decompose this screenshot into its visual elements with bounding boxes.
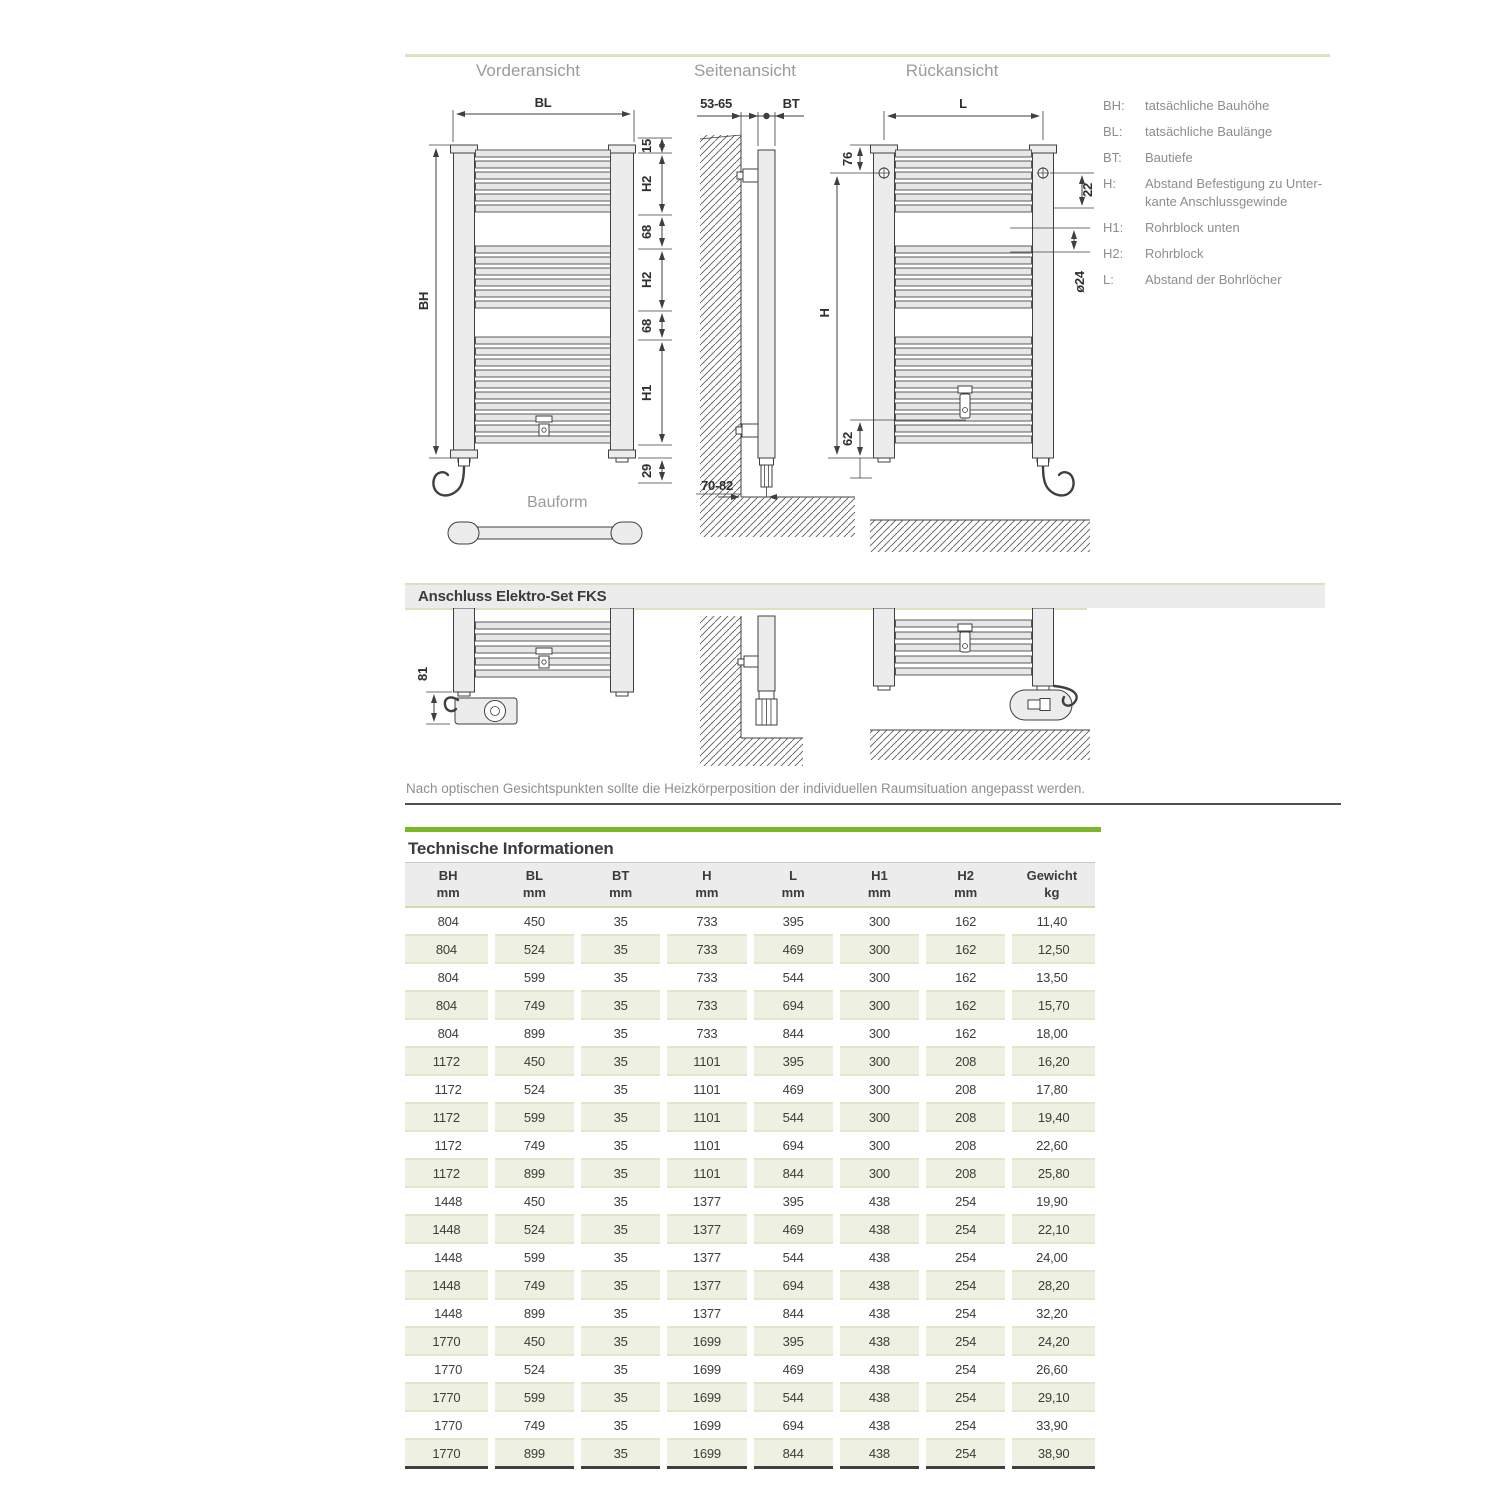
table-cell: 1172	[405, 1103, 491, 1131]
table-cell: 469	[782, 1361, 804, 1377]
side-view-title: Seitenansicht	[693, 61, 797, 80]
table-column-header: H mm	[664, 863, 750, 908]
table-cell: 749	[523, 1137, 545, 1153]
fks-control-box	[445, 698, 517, 724]
side-floor-dim	[696, 478, 792, 497]
table-cell: 32,20	[1036, 1305, 1068, 1321]
elektro-set-header	[405, 583, 1325, 608]
legend	[1103, 97, 1343, 297]
table-cell: 1699	[664, 1439, 750, 1468]
table-cell: 438	[868, 1417, 890, 1433]
elektro-set-title: Anschluss Elektro-Set FKS	[418, 588, 607, 605]
table-cell: 300	[868, 1081, 890, 1097]
table-cell: 1448	[434, 1249, 463, 1265]
table-row	[405, 1383, 1095, 1411]
dim-bt: BT	[782, 96, 800, 111]
table-cell: 208	[955, 1081, 977, 1097]
table-cell: 35	[578, 1047, 664, 1075]
table-cell: 749	[523, 1417, 545, 1433]
table-cell: 17,80	[1036, 1081, 1068, 1097]
table-cell: 749	[491, 991, 577, 1019]
dim-29: 29	[639, 464, 654, 478]
tech-table	[405, 862, 1095, 1469]
table-cell: 395	[750, 1047, 836, 1075]
dim-15: 15	[639, 139, 654, 153]
table-accent-bar	[405, 827, 1101, 832]
table-cell: 450	[491, 1047, 577, 1075]
table-column-header: BL mm	[491, 863, 577, 908]
table-cell: 438	[836, 1271, 922, 1299]
table-cell: 208	[923, 1047, 1009, 1075]
table-cell: 1101	[693, 1081, 721, 1097]
table-title: Technische Informationen	[408, 839, 614, 858]
dim-h2-top: H2	[639, 175, 654, 193]
table-cell: 1377	[692, 1193, 721, 1209]
table-cell: 1101	[664, 1047, 750, 1075]
table-cell: 450	[523, 913, 545, 929]
table-cell: 35	[578, 1383, 664, 1411]
table-cell: 35	[578, 1271, 664, 1299]
table-cell: 300	[868, 1137, 890, 1153]
table-cell: 254	[955, 1193, 977, 1209]
dim-81: 81	[415, 667, 430, 681]
table-cell: 804	[405, 991, 491, 1019]
rear-view-title: Rückansicht	[905, 61, 999, 80]
table-cell: 899	[523, 1305, 545, 1321]
table-cell: 13,50	[1036, 969, 1068, 985]
table-cell: 469	[750, 935, 836, 963]
dim-68-mid: 68	[639, 319, 654, 333]
table-cell: 1377	[664, 1215, 750, 1243]
front-tube-block-top	[476, 150, 611, 212]
table-cell: 19,90	[1036, 1193, 1068, 1209]
table-cell: 438	[868, 1305, 890, 1321]
table-row	[405, 1187, 1095, 1215]
table-cell: 438	[836, 1383, 922, 1411]
table-cell: 35	[578, 1215, 664, 1243]
table-cell: 162	[955, 969, 977, 985]
table-cell: 733	[664, 991, 750, 1019]
table-cell: 694	[782, 1137, 804, 1153]
table-row	[405, 1103, 1095, 1131]
table-cell: 22,10	[1009, 1215, 1095, 1243]
table-row	[405, 963, 1095, 991]
table-cell: 35	[578, 1439, 664, 1468]
table-cell: 1699	[692, 1417, 721, 1433]
table-cell: 844	[782, 1025, 804, 1041]
table-cell: 599	[491, 1383, 577, 1411]
dim-h2-mid: H2	[639, 271, 654, 289]
table-cell: 38,90	[1009, 1439, 1095, 1468]
table-cell: 1699	[664, 1327, 750, 1355]
table-column-header: H2 mm	[923, 863, 1009, 908]
table-row	[405, 1131, 1095, 1159]
table-cell: 1770	[405, 1439, 491, 1468]
table-cell: 300	[868, 969, 890, 985]
table-body	[405, 907, 1095, 1468]
table-row	[405, 1355, 1095, 1383]
table-cell: 300	[868, 913, 890, 929]
table-cell: 18,00	[1036, 1025, 1068, 1041]
table-cell: 1448	[434, 1305, 463, 1321]
table-cell: 694	[782, 1417, 804, 1433]
table-cell: 254	[955, 1361, 977, 1377]
legend-key: BL:	[1103, 124, 1123, 139]
front-left-column	[454, 145, 475, 458]
table-row	[405, 1243, 1095, 1271]
table-cell: 29,10	[1009, 1383, 1095, 1411]
table-cell: 22,60	[1036, 1137, 1068, 1153]
dim-bh: BH	[416, 291, 431, 311]
legend-item	[1103, 271, 1343, 289]
table-cell: 24,20	[1009, 1327, 1095, 1355]
table-cell: 254	[923, 1383, 1009, 1411]
table-cell: 300	[836, 1159, 922, 1187]
note-text: Nach optischen Gesichtspunkten sollte die Heizkörperposition der individuellen Raumsituation angepasst werden.	[406, 781, 1086, 796]
table-row	[405, 1299, 1095, 1327]
legend-key: H1:	[1103, 220, 1124, 235]
table-cell: 524	[523, 1081, 545, 1097]
table-cell: 1699	[664, 1383, 750, 1411]
table-cell: 1770	[434, 1417, 463, 1433]
legend-key: BT:	[1103, 150, 1122, 165]
table-column-header: BT mm	[578, 863, 664, 908]
legend-item	[1103, 245, 1343, 263]
table-cell: 254	[923, 1215, 1009, 1243]
table-cell: 35	[613, 1361, 628, 1377]
table-cell: 438	[868, 1249, 890, 1265]
table-cell: 438	[836, 1215, 922, 1243]
table-cell: 1770	[405, 1327, 491, 1355]
table-cell: 300	[836, 1103, 922, 1131]
legend-item	[1103, 123, 1343, 141]
table-cell: 804	[437, 913, 459, 929]
table-cell: 35	[613, 1417, 628, 1433]
table-row	[405, 1271, 1095, 1299]
dim-70-82: 70-82	[701, 478, 733, 493]
front-tube-block-middle	[476, 246, 611, 308]
legend-key: BH:	[1103, 98, 1125, 113]
legend-text: Abstand der Bohrlöcher	[1145, 272, 1282, 287]
rear-view	[817, 96, 1095, 552]
table-cell: 469	[782, 1081, 804, 1097]
table-cell: 804	[405, 935, 491, 963]
dim-53-65: 53-65	[700, 96, 732, 111]
side-electric-element	[760, 458, 774, 497]
dim-76: 76	[840, 152, 855, 166]
table-cell: 16,20	[1009, 1047, 1095, 1075]
table-cell: 524	[491, 935, 577, 963]
table-cell: 599	[523, 1249, 545, 1265]
table-cell: 162	[955, 1025, 977, 1041]
table-cell: 899	[523, 1025, 545, 1041]
table-cell: 438	[868, 1193, 890, 1209]
legend-text: Rohrblock	[1145, 246, 1204, 261]
table-row	[405, 991, 1095, 1019]
table-cell: 15,70	[1009, 991, 1095, 1019]
table-cell: 733	[696, 913, 718, 929]
legend-key: H:	[1103, 176, 1116, 191]
table-cell: 35	[613, 1137, 628, 1153]
table-cell: 208	[923, 1103, 1009, 1131]
table-cell: 438	[868, 1361, 890, 1377]
dim-62: 62	[840, 432, 855, 446]
table-cell: 899	[491, 1439, 577, 1468]
table-row	[405, 935, 1095, 963]
rear-tube-block-middle	[896, 246, 1032, 308]
table-cell: 395	[750, 1327, 836, 1355]
table-row	[405, 907, 1095, 935]
front-right-column	[611, 145, 634, 458]
fks-rear-detail	[870, 608, 1090, 760]
table-cell: 28,20	[1009, 1271, 1095, 1299]
table-cell: 524	[491, 1215, 577, 1243]
legend-text: Abstand Befestigung zu Unter- kante Anschlussgewinde	[1145, 176, 1323, 209]
table-cell: 1101	[664, 1103, 750, 1131]
table-cell: 35	[578, 1103, 664, 1131]
table-cell: 1172	[434, 1137, 462, 1153]
table-cell: 469	[750, 1215, 836, 1243]
table-cell: 35	[578, 1159, 664, 1187]
rear-left-column	[874, 145, 895, 458]
table-cell: 844	[782, 1305, 804, 1321]
table-cell: 254	[955, 1249, 977, 1265]
table-cell: 254	[923, 1271, 1009, 1299]
table-cell: 19,40	[1009, 1103, 1095, 1131]
front-right-dim-chain	[638, 138, 672, 483]
table-cell: 254	[923, 1439, 1009, 1468]
table-cell: 599	[491, 1103, 577, 1131]
table-row	[405, 1159, 1095, 1187]
table-cell: 733	[696, 969, 718, 985]
table-cell: 1770	[405, 1383, 491, 1411]
table-cell: 844	[750, 1439, 836, 1468]
fks-connection-box	[1010, 686, 1077, 720]
table-cell: 1448	[434, 1193, 463, 1209]
table-cell: 544	[750, 1103, 836, 1131]
legend-key: H2:	[1103, 246, 1124, 261]
table-cell: 395	[782, 913, 804, 929]
rear-tube-block-top	[896, 150, 1032, 212]
front-cable-hook	[433, 458, 469, 495]
table-cell: 35	[578, 1327, 664, 1355]
table-cell: 804	[437, 969, 459, 985]
table-cell: 544	[782, 1249, 804, 1265]
table-header-row	[405, 863, 1095, 908]
bauform-profile	[448, 522, 642, 544]
table-cell: 1377	[692, 1249, 721, 1265]
table-cell: 544	[782, 969, 804, 985]
table-column-header: H1 mm	[836, 863, 922, 908]
table-column-header: Gewicht kg	[1009, 863, 1095, 908]
table-cell: 12,50	[1009, 935, 1095, 963]
table-cell: 524	[523, 1361, 545, 1377]
legend-key: L:	[1103, 272, 1114, 287]
legend-item	[1103, 97, 1343, 115]
tech-table-wrap	[405, 862, 1095, 1469]
dim-h: H	[817, 308, 832, 318]
table-column-header: BH mm	[405, 863, 491, 908]
table-cell: 438	[836, 1439, 922, 1468]
wall-hatch	[700, 135, 741, 537]
table-cell: 1101	[664, 1159, 750, 1187]
front-view-title: Vorderansicht	[476, 61, 580, 80]
table-cell: 438	[836, 1327, 922, 1355]
table-column-header: L mm	[750, 863, 836, 908]
legend-item	[1103, 149, 1343, 167]
fks-side-detail	[700, 616, 803, 766]
table-cell: 35	[613, 913, 628, 929]
table-cell: 35	[613, 1081, 628, 1097]
table-cell: 300	[836, 991, 922, 1019]
table-cell: 1172	[405, 1159, 491, 1187]
table-cell: 733	[696, 1025, 718, 1041]
table-cell: 254	[923, 1327, 1009, 1355]
table-cell: 899	[491, 1159, 577, 1187]
table-cell: 1770	[434, 1361, 463, 1377]
front-view	[416, 95, 672, 544]
legend-text: tatsächliche Bauhöhe	[1145, 98, 1270, 113]
table-cell: 1172	[405, 1047, 491, 1075]
table-row	[405, 1411, 1095, 1439]
dim-l: L	[959, 96, 967, 111]
table-cell: 1377	[692, 1305, 721, 1321]
table-cell: 694	[750, 991, 836, 1019]
table-cell: 694	[750, 1271, 836, 1299]
bauform-label: Bauform	[527, 494, 588, 511]
fks-81-dim	[415, 667, 452, 724]
table-row	[405, 1047, 1095, 1075]
legend-text: Rohrblock unten	[1145, 220, 1240, 235]
table-cell: 804	[437, 1025, 459, 1041]
table-row	[405, 1215, 1095, 1243]
legend-text: tatsächliche Baulänge	[1145, 124, 1273, 139]
table-cell: 35	[613, 1025, 628, 1041]
fks-heating-element	[756, 691, 777, 725]
table-cell: 33,90	[1036, 1417, 1068, 1433]
rear-right-column	[1033, 145, 1054, 458]
legend-item	[1103, 219, 1343, 237]
section-divider	[405, 803, 1341, 805]
table-cell: 11,40	[1036, 913, 1068, 929]
table-cell: 35	[613, 1305, 628, 1321]
table-cell: 24,00	[1036, 1249, 1068, 1265]
table-row	[405, 1327, 1095, 1355]
table-cell: 35	[613, 969, 628, 985]
dim-bl: BL	[534, 95, 552, 110]
table-cell: 544	[750, 1383, 836, 1411]
table-cell: 844	[750, 1159, 836, 1187]
dim-h1: H1	[639, 384, 654, 402]
dim-dia24: ø24	[1072, 271, 1087, 293]
table-cell: 300	[836, 935, 922, 963]
table-cell: 208	[955, 1137, 977, 1153]
floor-hatch-rear	[870, 520, 1090, 552]
technical-drawing	[400, 50, 1100, 575]
table-cell: 25,80	[1009, 1159, 1095, 1187]
table-cell: 26,60	[1036, 1361, 1068, 1377]
rear-cable-hook	[1038, 458, 1074, 495]
table-cell: 450	[491, 1327, 577, 1355]
table-cell: 254	[955, 1305, 977, 1321]
table-cell: 733	[664, 935, 750, 963]
legend-text: Bautiefe	[1145, 150, 1193, 165]
elektro-set-drawing	[400, 608, 1100, 778]
table-cell: 35	[613, 1193, 628, 1209]
table-cell: 395	[782, 1193, 804, 1209]
table-cell: 450	[523, 1193, 545, 1209]
table-cell: 162	[923, 935, 1009, 963]
table-cell: 162	[955, 913, 977, 929]
dim-68-top: 68	[639, 225, 654, 239]
table-cell: 35	[578, 991, 664, 1019]
table-row	[405, 1439, 1095, 1468]
table-cell: 35	[613, 1249, 628, 1265]
fks-front-detail	[415, 608, 634, 724]
table-cell: 599	[523, 969, 545, 985]
table-cell: 749	[491, 1271, 577, 1299]
table-cell: 300	[868, 1025, 890, 1041]
table-cell: 1101	[693, 1137, 721, 1153]
side-radiator-profile	[758, 150, 775, 458]
table-cell: 35	[578, 935, 664, 963]
table-cell: 1448	[405, 1215, 491, 1243]
table-cell: 254	[955, 1417, 977, 1433]
legend-item	[1103, 175, 1343, 211]
floor-hatch-side	[741, 497, 855, 537]
table-row	[405, 1019, 1095, 1047]
table-row	[405, 1075, 1095, 1103]
rear-clamp-bracket	[958, 386, 972, 418]
table-cell: 208	[923, 1159, 1009, 1187]
table-cell: 1377	[664, 1271, 750, 1299]
table-cell: 1699	[692, 1361, 721, 1377]
table-cell: 1448	[405, 1271, 491, 1299]
dim-22: 22	[1080, 183, 1095, 197]
table-cell: 1172	[434, 1081, 462, 1097]
table-cell: 162	[923, 991, 1009, 1019]
table-cell: 300	[836, 1047, 922, 1075]
